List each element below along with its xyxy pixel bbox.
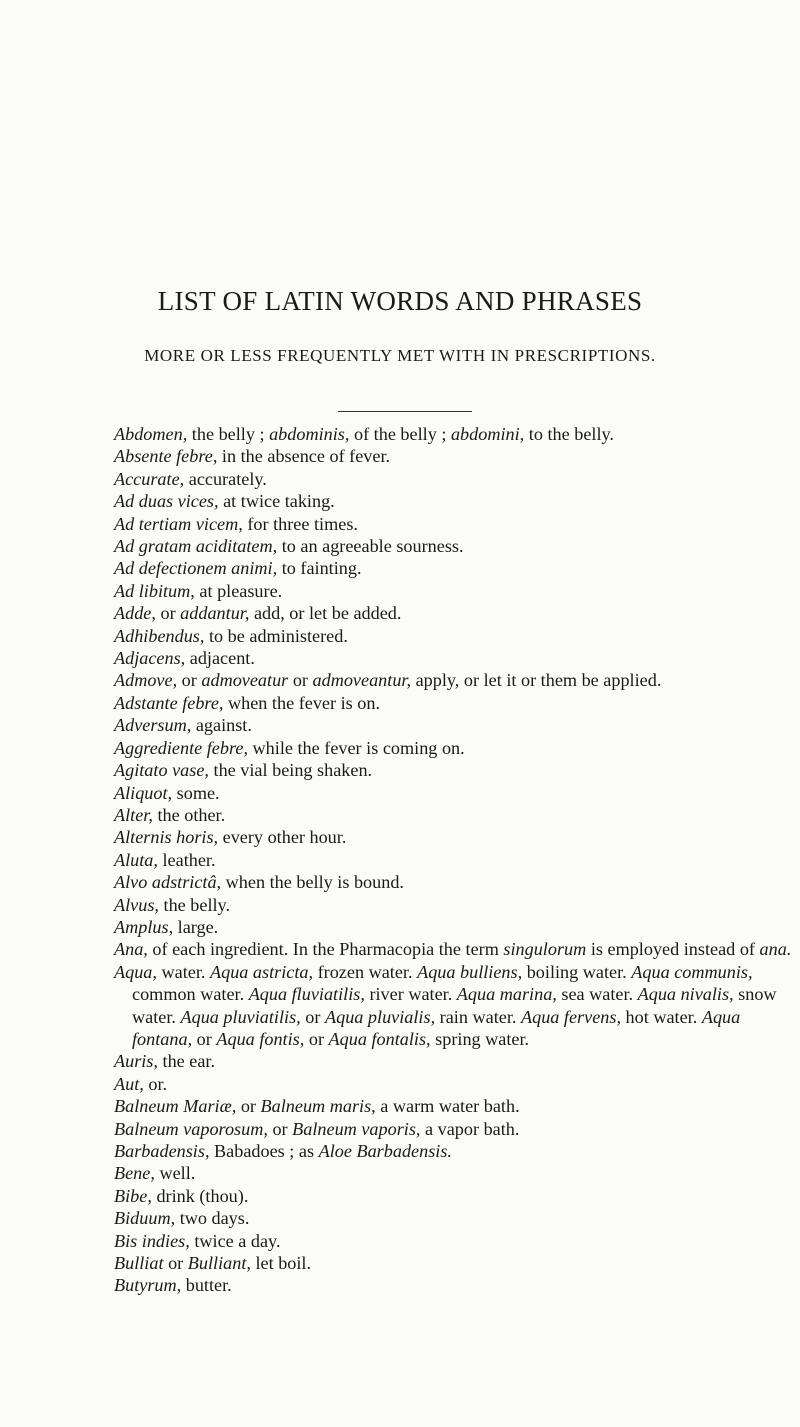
definition-text: or — [300, 1006, 325, 1027]
latin-term: Accurate, — [114, 468, 185, 489]
glossary-entry — [114, 625, 800, 647]
definition-text: when the belly is bound. — [221, 872, 404, 893]
glossary-entry — [114, 804, 800, 826]
latin-term: Aqua fluviatilis, — [248, 984, 365, 1005]
glossary-entry — [114, 894, 800, 916]
glossary-entry — [114, 535, 800, 557]
definition-text: butter. — [181, 1275, 232, 1296]
glossary-entry — [114, 647, 800, 669]
definition-text: the belly. — [158, 894, 231, 915]
page-subtitle: MORE OR LESS FREQUENTLY MET WITH IN PRESCRIPTIONS. — [144, 346, 656, 365]
latin-term: ana. — [759, 939, 792, 960]
definition-text: or — [192, 1028, 217, 1049]
latin-term: Adjacens, — [114, 648, 186, 669]
latin-term: Aliquot, — [114, 782, 173, 803]
glossary-entry — [114, 1252, 800, 1274]
definition-text: frozen water. — [313, 961, 418, 982]
definition-text: a vapor bath. — [420, 1118, 520, 1139]
latin-term: Biduum, — [114, 1208, 176, 1229]
latin-term: Alvo adstrictâ, — [114, 872, 222, 893]
glossary-entry — [114, 938, 792, 960]
glossary-entry — [114, 468, 800, 490]
glossary-entry — [114, 513, 800, 535]
glossary-entry — [114, 1207, 800, 1229]
definition-text: the belly ; — [187, 424, 270, 444]
latin-term: Aggrediente febre, — [114, 737, 248, 758]
definition-text: or — [267, 1118, 293, 1139]
latin-term: Aqua communis, — [631, 961, 753, 982]
definition-text: at twice taking. — [218, 491, 335, 512]
definition-text: a warm water bath. — [375, 1096, 520, 1117]
latin-term: Adversum, — [114, 715, 192, 736]
definition-text: spring water. — [430, 1028, 530, 1049]
latin-term: Bulliant, — [187, 1253, 251, 1274]
definition-text: well. — [154, 1163, 196, 1184]
latin-term: Auris, — [114, 1051, 158, 1072]
latin-term: Aqua fontana, — [132, 1006, 741, 1049]
definition-text: in the absence of fever. — [217, 446, 391, 467]
latin-term: Bene, — [114, 1163, 155, 1184]
glossary-entry — [114, 602, 800, 624]
divider-rule — [338, 411, 472, 412]
latin-term: Bibe, — [114, 1185, 152, 1206]
glossary-entry — [114, 849, 800, 871]
glossary-entry — [114, 1185, 800, 1207]
definition-text: the ear. — [157, 1051, 216, 1072]
page-title: LIST OF LATIN WORDS AND PHRASES — [157, 286, 643, 316]
definition-text: sea water. — [556, 984, 638, 1005]
latin-term: Bulliat — [114, 1253, 164, 1274]
latin-term: Alternis horis, — [114, 827, 219, 848]
latin-term: Balneum maris, — [260, 1096, 376, 1117]
definition-text: two days. — [175, 1208, 250, 1229]
glossary-entry — [114, 580, 800, 602]
definition-text: the other. — [152, 804, 226, 825]
latin-term: Butyrum, — [114, 1275, 182, 1296]
latin-term: Absente febre, — [114, 446, 218, 467]
definition-text: Babadoes ; as — [209, 1141, 319, 1161]
latin-term: abdominis, — [269, 424, 350, 444]
latin-term: Aqua astricta, — [209, 961, 314, 982]
glossary-entry — [114, 737, 800, 759]
definition-text: or — [236, 1096, 261, 1117]
latin-term: Aqua marina, — [456, 984, 557, 1005]
latin-term: admoveantur, — [312, 670, 412, 691]
latin-term: Aqua, — [114, 961, 157, 982]
latin-term: singulorum — [503, 939, 587, 960]
glossary-entry — [114, 1050, 800, 1072]
glossary-entry — [114, 1095, 800, 1117]
latin-term: abdomini, — [450, 424, 525, 444]
definition-text: river water. — [364, 984, 457, 1005]
latin-term: Ad libitum, — [114, 580, 195, 601]
definition-text: leather. — [157, 849, 216, 870]
definition-text: add, or let be added. — [249, 603, 402, 624]
glossary-entry — [114, 714, 800, 736]
definition-text: water. — [156, 961, 210, 982]
glossary-entry — [114, 961, 792, 1051]
latin-term: Aqua nivalis, — [637, 984, 734, 1005]
latin-term: Alvus, — [114, 894, 159, 915]
definition-text: let boil. — [250, 1253, 312, 1274]
glossary-entry — [114, 759, 800, 781]
glossary-entry — [114, 1274, 800, 1296]
glossary-entry — [114, 669, 800, 691]
glossary-entry — [114, 423, 800, 445]
glossary-entry — [114, 445, 800, 467]
glossary-entry — [114, 490, 800, 512]
glossary-list — [114, 423, 800, 1297]
latin-term: Abdomen, — [114, 424, 188, 444]
definition-text: against. — [191, 715, 252, 736]
definition-text: while the fever is coming on. — [248, 737, 465, 758]
definition-text: twice a day. — [189, 1230, 281, 1251]
latin-term: Aqua fervens, — [520, 1006, 621, 1027]
glossary-entry — [114, 826, 800, 848]
latin-term: Aqua pluviatilis, — [180, 1006, 301, 1027]
definition-text: or — [304, 1028, 329, 1049]
latin-term: Aluta, — [114, 849, 158, 870]
definition-text: or — [155, 603, 181, 624]
latin-term: Ad duas vices, — [114, 491, 219, 512]
glossary-entry — [114, 1140, 800, 1162]
latin-term: Amplus, — [114, 916, 174, 937]
latin-term: Adhibendus, — [114, 625, 205, 646]
definition-text: of the belly ; — [349, 424, 451, 444]
definition-text: accurately. — [184, 468, 267, 489]
glossary-entry — [114, 1118, 800, 1140]
definition-text: adjacent. — [185, 648, 255, 669]
definition-text: to fainting. — [277, 558, 362, 579]
definition-text: rain water. — [435, 1006, 521, 1027]
latin-term: Admove, — [114, 670, 178, 691]
latin-term: Adstante febre, — [114, 692, 224, 713]
latin-term: Barbadensis, — [114, 1141, 210, 1161]
glossary-entry — [114, 782, 800, 804]
glossary-entry — [114, 1162, 800, 1184]
glossary-entry — [114, 1230, 800, 1252]
latin-term: admoveatur — [201, 670, 289, 691]
latin-term: Aloe Barbadensis. — [318, 1141, 452, 1161]
latin-term: Aqua fontalis, — [328, 1028, 431, 1049]
definition-text: when the fever is on. — [223, 692, 381, 713]
definition-text: drink (thou). — [151, 1185, 249, 1206]
latin-term: Bis indies, — [114, 1230, 190, 1251]
glossary-entry — [114, 692, 800, 714]
latin-term: Balneum Mariæ, — [114, 1096, 237, 1117]
definition-text: the vial being shaken. — [208, 760, 373, 781]
latin-term: Aqua pluvialis, — [324, 1006, 436, 1027]
definition-text: large. — [173, 916, 219, 937]
glossary-entry — [114, 916, 800, 938]
definition-text: to the belly. — [524, 424, 614, 444]
definition-text: or — [288, 670, 313, 691]
latin-term: Adde, — [114, 603, 156, 624]
definition-text: snow water. — [132, 984, 777, 1027]
definition-text: apply, or let it or them be applied. — [411, 670, 662, 691]
glossary-entry — [114, 557, 800, 579]
latin-term: Aut, — [114, 1073, 144, 1094]
definition-text: or — [163, 1253, 188, 1274]
glossary-entry — [114, 1073, 800, 1095]
definition-text: or. — [143, 1073, 168, 1094]
latin-term: Alter, — [114, 804, 153, 825]
definition-text: common water. — [132, 984, 249, 1005]
latin-term: Ad tertiam vicem, — [114, 513, 243, 534]
latin-term: Balneum vaporosum, — [114, 1118, 268, 1139]
definition-text: at pleasure. — [194, 580, 283, 601]
latin-term: Balneum vaporis, — [292, 1118, 421, 1139]
latin-term: Ad defectionem animi, — [114, 558, 278, 579]
definition-text: for three times. — [242, 513, 358, 534]
definition-text: every other hour. — [218, 827, 347, 848]
glossary-entry — [114, 871, 800, 893]
latin-term: Ad gratam aciditatem, — [114, 536, 278, 557]
definition-text: or — [177, 670, 202, 691]
definition-text: boiling water. — [522, 961, 632, 982]
definition-text: of each ingredient. In the Pharmacopia the term — [147, 939, 504, 960]
definition-text: to be administered. — [204, 625, 348, 646]
latin-term: addantur, — [180, 603, 250, 624]
latin-term: Aqua fontis, — [216, 1028, 305, 1049]
latin-term: Agitato vase, — [114, 760, 209, 781]
latin-term: Ana, — [114, 939, 148, 960]
definition-text: some. — [172, 782, 220, 803]
definition-text: hot water. — [621, 1006, 702, 1027]
latin-term: Aqua bulliens, — [417, 961, 523, 982]
definition-text: to an agreeable sourness. — [277, 536, 464, 557]
definition-text: is employed instead of — [586, 939, 760, 960]
